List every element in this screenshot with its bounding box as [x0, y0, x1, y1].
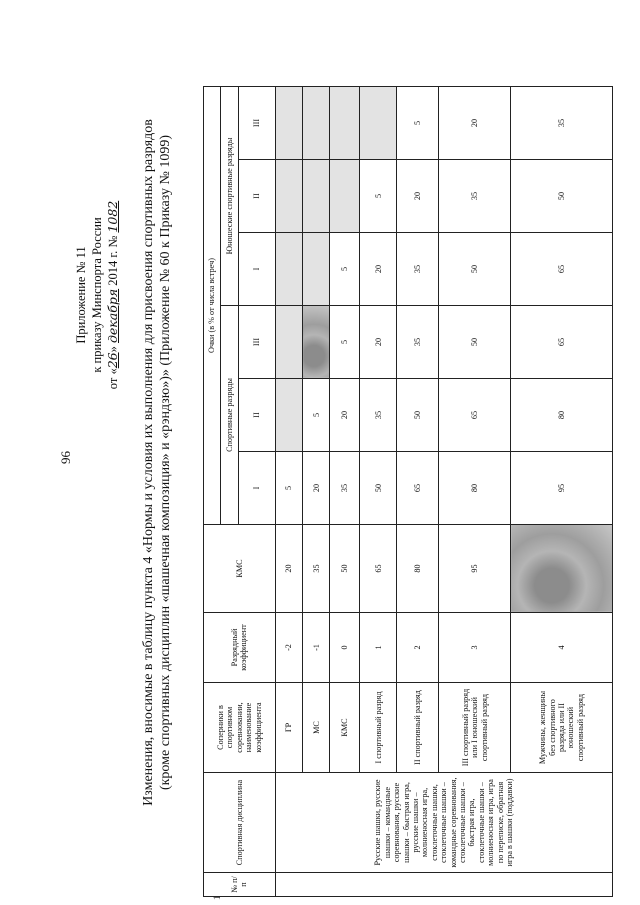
cell-r1: 5: [275, 452, 302, 525]
table-row: [275, 86, 302, 896]
cell-opponent: III спортивный разряд или I юношеский спортивный разряд: [439, 683, 511, 773]
cell-r1: 35: [330, 452, 360, 525]
cell-y2: 50: [511, 160, 613, 233]
appendix-line-2: к приказу Минспорта России: [89, 217, 104, 373]
header-opponent: Соперники в спортивном соревновании, наименование коэффициента: [204, 683, 276, 773]
cell-y1: 50: [439, 233, 511, 306]
header-youth-3: III: [238, 86, 275, 159]
cell-r1: 20: [303, 452, 330, 525]
cell-y3: [303, 86, 330, 159]
cell-opponent: II спортивный разряд: [397, 683, 439, 773]
cell-y3: [275, 86, 302, 159]
cell-y3: [330, 86, 360, 159]
cell-r2: 65: [439, 379, 511, 452]
cell-opponent: I спортивный разряд: [360, 683, 397, 773]
cell-opponent: КМС: [330, 683, 360, 773]
title-line-2: (кроме спортивных дисциплин «шашечная композиция» и «рэндзю»)» (Приложение № 60 к Приказу № 1099): [158, 134, 173, 791]
cell-r1: 80: [439, 452, 511, 525]
header-youth-1: I: [238, 233, 275, 306]
cell-y2: [303, 160, 330, 233]
cell-y3: 5: [397, 86, 439, 159]
cell-r2: 5: [303, 379, 330, 452]
header-coefficient: Разрядный коэффициент: [204, 613, 276, 683]
appendix-day: 26: [105, 352, 120, 369]
cell-kms: 20: [275, 525, 302, 613]
cell-kms: [511, 525, 613, 613]
cell-y1: [275, 233, 302, 306]
cell-r1: 50: [360, 452, 397, 525]
cell-opponent: Мужчины, женщины без спортивного разряда или II юношеский спортивный разряд: [511, 683, 613, 773]
cell-opponent: МС: [303, 683, 330, 773]
appendix-line-1: Приложение № 11: [74, 246, 88, 344]
cell-y2: 35: [439, 160, 511, 233]
norms-table: [203, 86, 613, 897]
cell-r3: [303, 306, 330, 379]
cell-r3: 35: [397, 306, 439, 379]
cell-coef: -2: [275, 613, 302, 683]
cell-y2: [330, 160, 360, 233]
header-kms: КМС: [204, 525, 276, 613]
cell-r2: 35: [360, 379, 397, 452]
cell-r2: 80: [511, 379, 613, 452]
appendix-month: декабря: [105, 288, 120, 344]
appendix-block: [74, 145, 122, 445]
cell-y1: 5: [330, 233, 360, 306]
cell-y1: 35: [397, 233, 439, 306]
header-sport-ranks: Спортивные разряды: [221, 306, 238, 525]
cell-discipline: Русские шашки, русские шашки – командные соревнования, русские шашки – быстрая игра, русские шашки – молниеносная игра, стоклеточные шашки, стоклеточные шашки – командные соревнования, стоклеточные шашки – быстрая игра, стоклеточные шашки – молниеносная игра, игра по переписке, обратная игра в шашки (поддавки): [275, 773, 612, 873]
document-title: [140, 30, 174, 895]
cell-y2: 20: [397, 160, 439, 233]
cell-kms: 80: [397, 525, 439, 613]
row-number-marker: 1: [212, 895, 222, 900]
cell-r3: 65: [511, 306, 613, 379]
cell-y1: 65: [511, 233, 613, 306]
cell-kms: 65: [360, 525, 397, 613]
appendix-line-3: [105, 145, 122, 445]
cell-coef: 0: [330, 613, 360, 683]
header-points: Очки (в % от числа встреч): [204, 86, 221, 524]
cell-y2: [275, 160, 302, 233]
header-discipline: Спортивная дисциплина: [204, 773, 276, 873]
cell-coef: 3: [439, 613, 511, 683]
header-num: № п/п: [204, 873, 276, 897]
cell-coef: 4: [511, 613, 613, 683]
cell-r2: [275, 379, 302, 452]
appendix-date-mid: »: [106, 346, 120, 353]
cell-r1: 65: [397, 452, 439, 525]
cell-kms: 50: [330, 525, 360, 613]
appendix-order-number: 1082: [105, 200, 120, 233]
header-rank-2: II: [238, 379, 275, 452]
header-rank-1: I: [238, 452, 275, 525]
cell-opponent: ГР: [275, 683, 302, 773]
cell-coef: 2: [397, 613, 439, 683]
cell-r2: 20: [330, 379, 360, 452]
cell-r1: 95: [511, 452, 613, 525]
cell-y3: 35: [511, 86, 613, 159]
header-youth-2: II: [238, 160, 275, 233]
cell-kms: 35: [303, 525, 330, 613]
cell-r3: 5: [330, 306, 360, 379]
cell-y1: 20: [360, 233, 397, 306]
cell-r2: 50: [397, 379, 439, 452]
cell-coef: 1: [360, 613, 397, 683]
cell-y1: [303, 233, 330, 306]
cell-y3: [360, 86, 397, 159]
cell-coef: -1: [303, 613, 330, 683]
header-rank-3: III: [238, 306, 275, 379]
appendix-date-prefix: от «: [106, 368, 120, 390]
page-number: 96: [58, 451, 73, 464]
cell-y2: 5: [360, 160, 397, 233]
cell-kms: 95: [439, 525, 511, 613]
header-youth-ranks: Юношеские спортивные разряды: [221, 86, 238, 305]
cell-row-number: [275, 873, 612, 897]
title-line-1: Изменения, вносимые в таблицу пункта 4 «Нормы и условия их выполнения для присвоения спортивных разрядов: [141, 119, 156, 806]
cell-r3: 50: [439, 306, 511, 379]
cell-y3: 20: [439, 86, 511, 159]
cell-r3: [275, 306, 302, 379]
appendix-year: 2014 г. №: [106, 235, 120, 286]
cell-r3: 20: [360, 306, 397, 379]
